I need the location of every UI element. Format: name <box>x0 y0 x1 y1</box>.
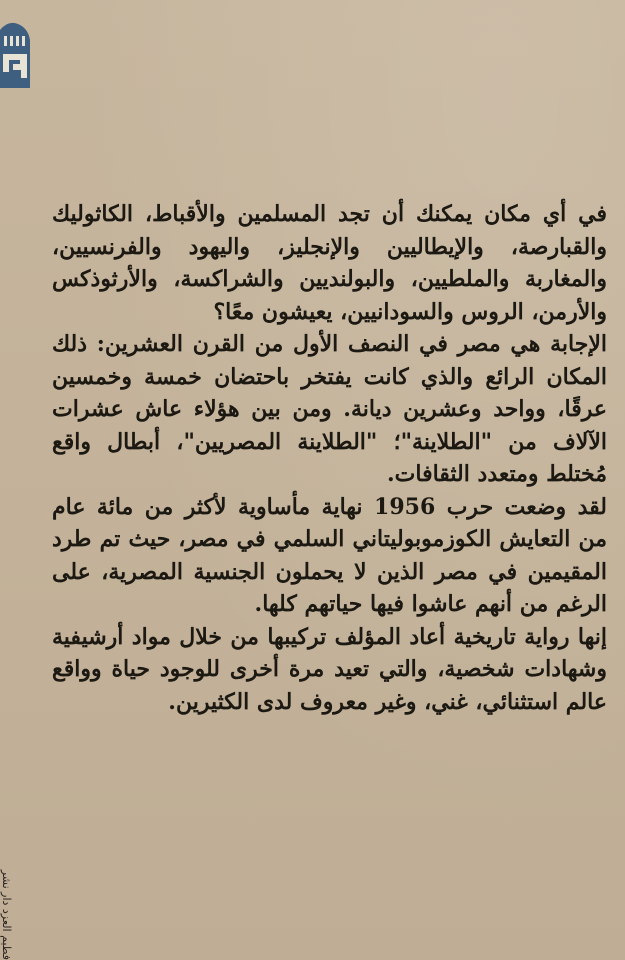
paragraph-4: إنها رواية تاريخية أعاد المؤلف تركيبها من خلال مواد أرشيفية وشهادات شخصية، والتي تعيد مرة أخرى للوجود حياة وواقع عالم استثنائي، غني، وغير معروف لدى الكثيرين. <box>52 623 607 715</box>
paragraph-3: لقد وضعت حرب 1956 نهاية مأساوية لأكثر من مائة عام من التعايش الكوزموبوليتاني السلمي في مصر، حيث تم طرد المقيمين في مصر الذين لا يحملون الجنسية المصرية، على الرغم من أنهم عاشوا فيها حياتهم كلها. <box>52 493 607 617</box>
back-cover-text <box>52 198 607 718</box>
paragraph-1: في أي مكان يمكنك أن تجد المسلمين والأقباط، الكاثوليك والقبارصة، والإيطاليين والإنجليز، واليهود والفرنسيين، والمغاربة والملطيين، والبولنديين والشراكسة، والأرثوذكس والأرمن، الروس والسودانيين، يعيشون معًا؟ <box>52 201 607 325</box>
publisher-logo-icon <box>0 20 30 88</box>
spine-text: فطيم العزد دار نشر <box>0 869 13 960</box>
spine-edge <box>0 808 14 960</box>
publisher-logo <box>0 20 30 88</box>
paragraph-2: الإجابة هي مصر في النصف الأول من القرن العشرين: ذلك المكان الرائع والذي كانت يفتخر باحتضان خمسة وخمسين عرقًا، وواحد وعشرين ديانة. ومن بين هؤلاء عاش عشرات الآلاف من "الطلاينة"؛ "الطلاينة المصريين"، أبطال واقع مُختلط ومتعدد الثقافات. <box>52 331 607 487</box>
